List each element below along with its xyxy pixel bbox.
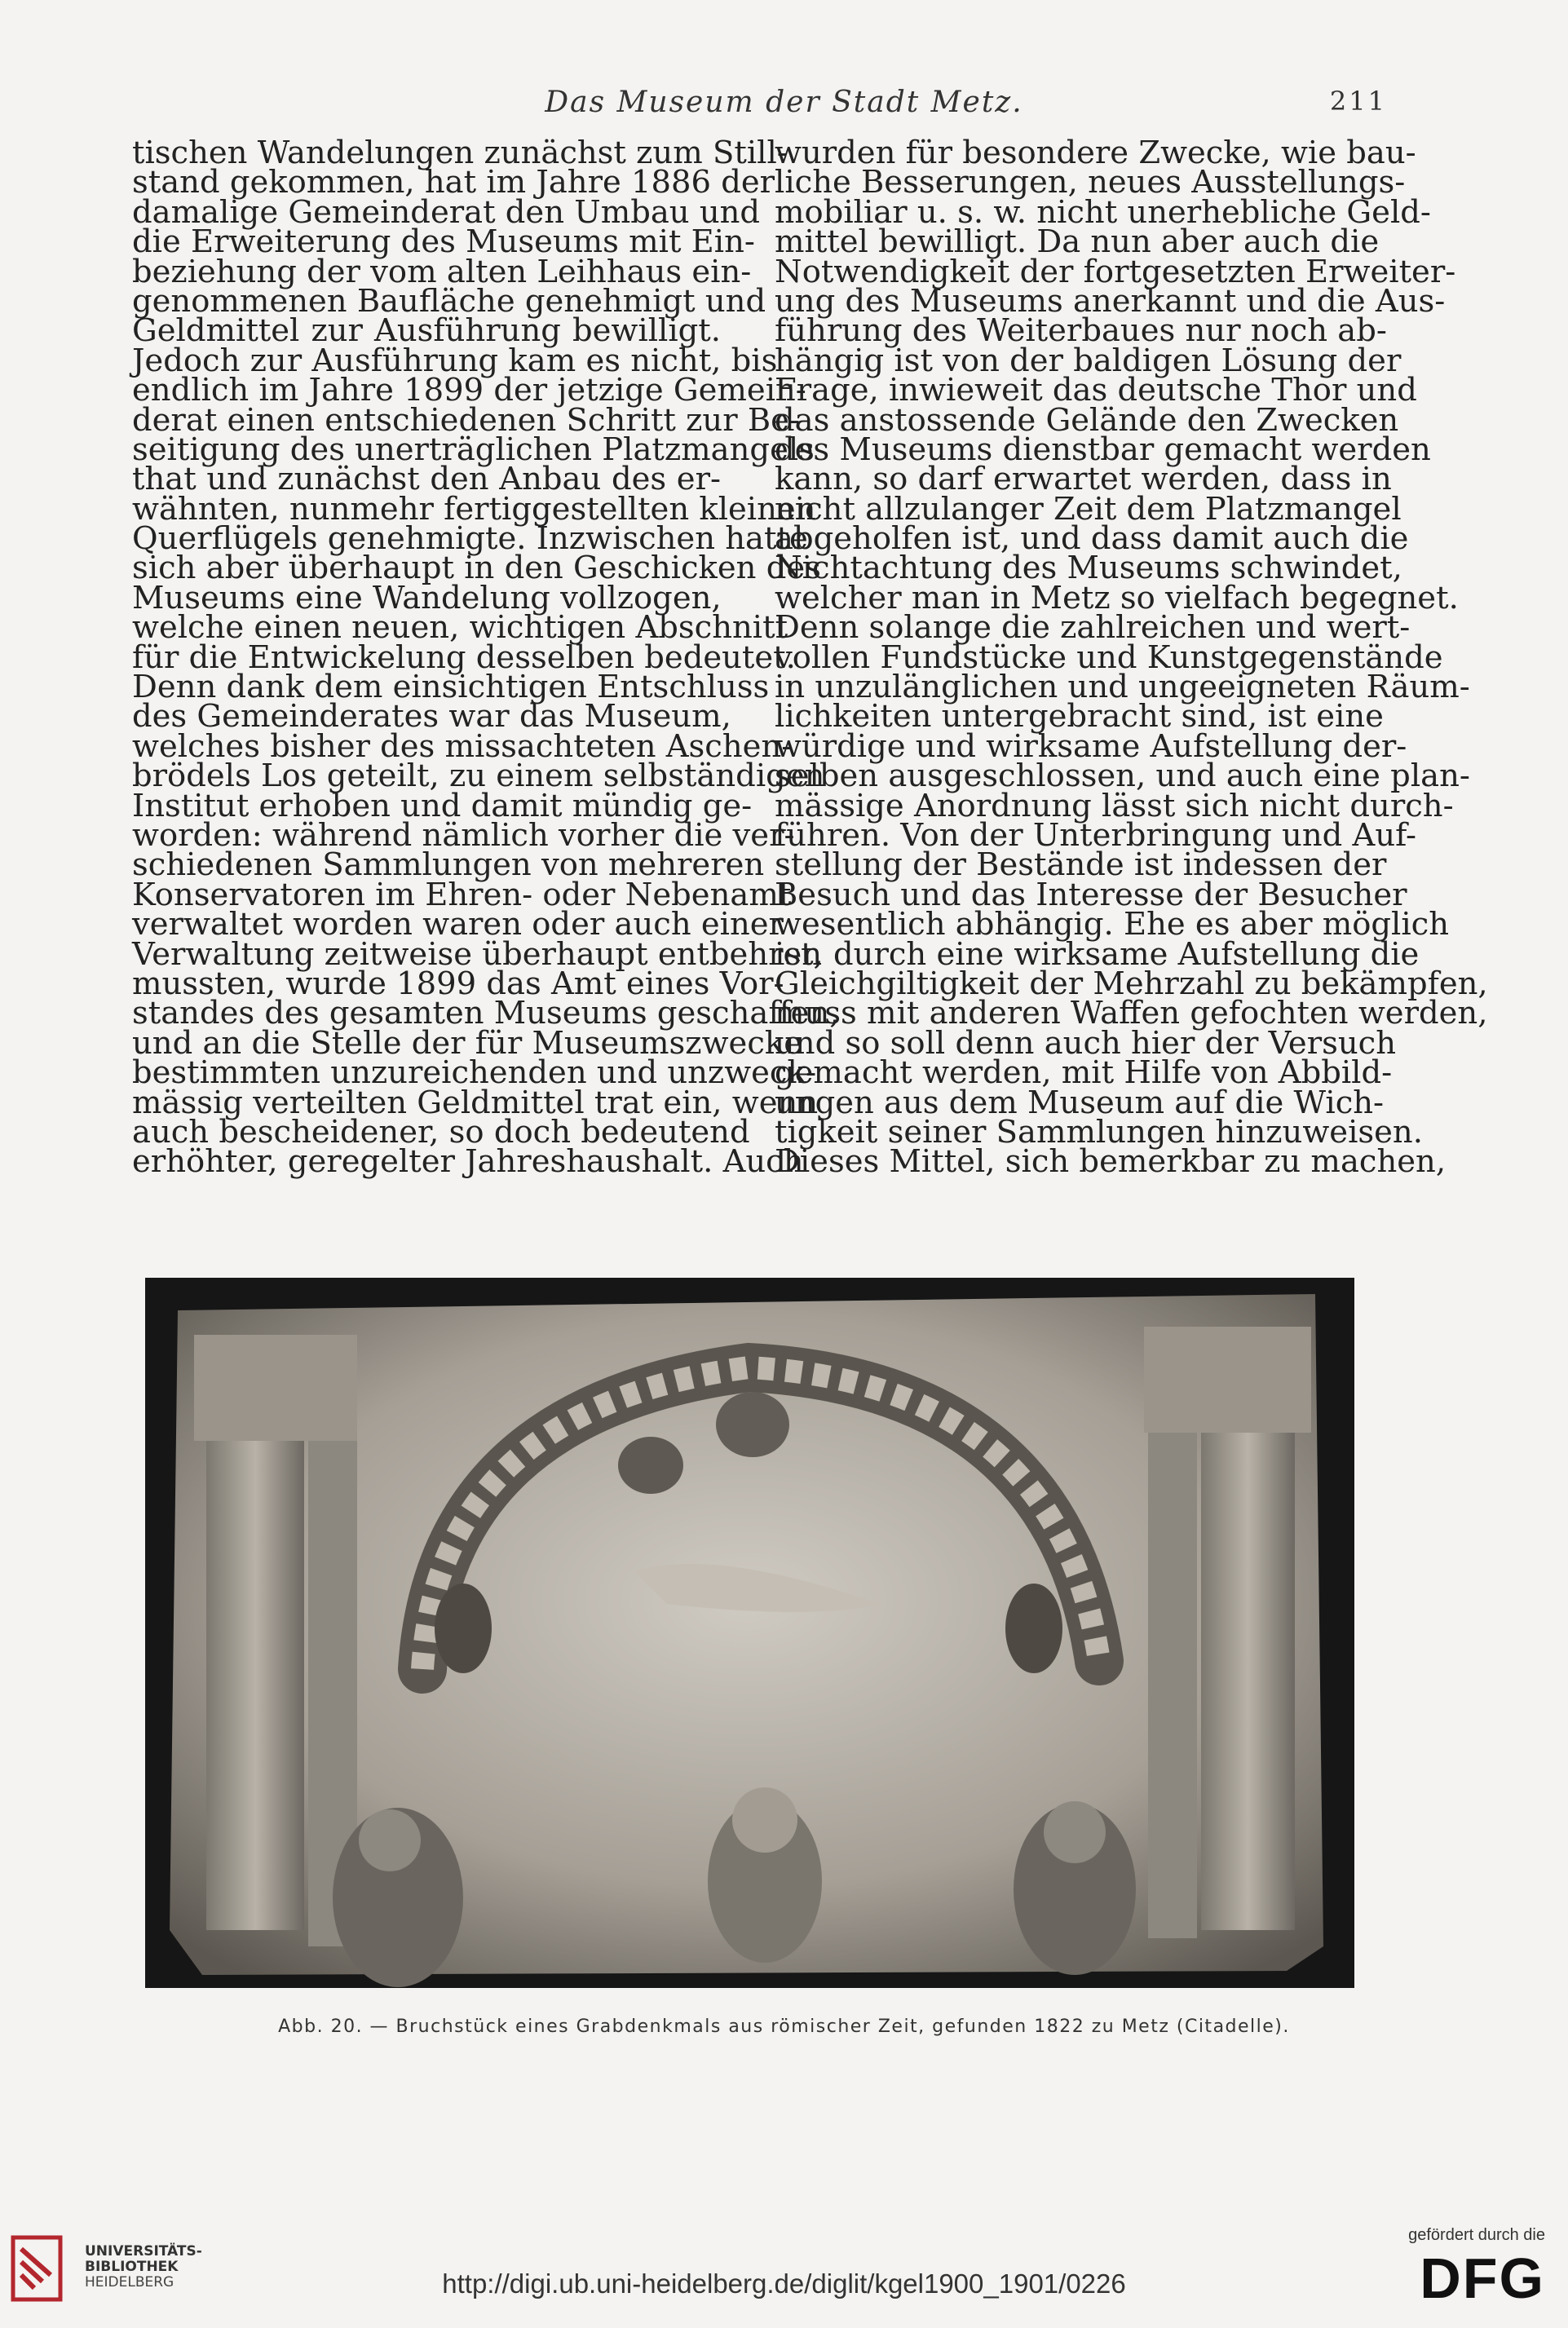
left-line: des Gemeinderates war das Museum, bbox=[132, 698, 731, 736]
right-line: mobiliar u. s. w. nicht unerhebliche Geld- bbox=[775, 193, 1431, 231]
sponsor-label: gefördert durch die bbox=[1408, 2226, 1545, 2244]
right-line: mittel bewilligt. Da nun aber auch die bbox=[775, 223, 1380, 261]
right-line: mässige Anordnung lässt sich nicht durch- bbox=[775, 787, 1454, 824]
figure-caption: Abb. 20. — Bruchstück eines Grabdenkmals aus römischer Zeit, gefunden 1822 zu Metz (Citadelle). bbox=[278, 2017, 1290, 2037]
right-line: tigkeit seiner Sammlungen hinzuweisen. bbox=[775, 1113, 1423, 1151]
right-line: lichkeiten untergebracht sind, ist eine bbox=[775, 698, 1384, 736]
right-line: muss mit anderen Waffen gefochten werden, bbox=[775, 995, 1488, 1032]
left-line: sich aber überhaupt in den Geschicken des bbox=[132, 550, 821, 587]
library-logo-line-3: HEIDELBERG bbox=[85, 2274, 174, 2290]
right-line: Besuch und das Interesse der Besucher bbox=[775, 876, 1407, 913]
right-line: Notwendigkeit der fortgesetzten Erweiter- bbox=[775, 253, 1456, 290]
library-logo-line-2: BIBLIOTHEK bbox=[85, 2259, 179, 2275]
right-line: hängig ist von der baldigen Lösung der bbox=[775, 342, 1402, 379]
right-line: liche Besserungen, neues Ausstellungs- bbox=[775, 164, 1406, 201]
left-line: worden: während nämlich vorher die ver- bbox=[132, 816, 795, 854]
right-line: Nichtachtung des Museums schwindet, bbox=[775, 550, 1402, 587]
sponsor-block bbox=[1366, 2226, 1545, 2316]
left-line: mussten, wurde 1899 das Amt eines Vor- bbox=[132, 965, 784, 1002]
left-line: Geldmittel zur Ausführung bewilligt. bbox=[132, 312, 721, 350]
right-line: führung des Weiterbaues nur noch ab- bbox=[775, 312, 1387, 350]
right-line: würdige und wirksame Aufstellung der- bbox=[775, 727, 1407, 765]
left-line: beziehung der vom alten Leihhaus ein- bbox=[132, 253, 752, 290]
left-line: bestimmten unzureichenden und unzweck- bbox=[132, 1054, 817, 1092]
right-line: Dieses Mittel, sich bemerkbar zu machen, bbox=[775, 1143, 1447, 1181]
left-line: endlich im Jahre 1899 der jetzige Gemein- bbox=[132, 372, 806, 409]
relief-image bbox=[145, 1278, 1354, 1988]
right-line: ung des Museums anerkannt und die Aus- bbox=[775, 282, 1446, 320]
right-line: gemacht werden, mit Hilfe von Abbild- bbox=[775, 1054, 1393, 1092]
left-line: brödels Los geteilt, zu einem selbständigen bbox=[132, 758, 825, 795]
right-line: ungen aus dem Museum auf die Wich- bbox=[775, 1084, 1385, 1121]
digitization-footer bbox=[0, 2202, 1568, 2328]
left-line: erhöhter, geregelter Jahreshaushalt. Auch bbox=[132, 1143, 804, 1181]
right-line: kann, so darf erwartet werden, dass in bbox=[775, 461, 1392, 498]
right-line: stellung der Bestände ist indessen der bbox=[775, 846, 1387, 884]
right-line: führen. Von der Unterbringung und Auf- bbox=[775, 816, 1416, 854]
right-line: Gleichgiltigkeit der Mehrzahl zu bekämpfen, bbox=[775, 965, 1488, 1002]
right-line: ist, durch eine wirksame Aufstellung die bbox=[775, 935, 1420, 973]
left-line: Jedoch zur Ausführung kam es nicht, bis bbox=[132, 342, 778, 379]
right-line: welcher man in Metz so vielfach begegnet. bbox=[775, 579, 1459, 616]
right-line: abgeholfen ist, und dass damit auch die bbox=[775, 520, 1409, 558]
page-number: 211 bbox=[1329, 86, 1387, 117]
permalink-url[interactable]: http://digi.ub.uni-heidelberg.de/diglit/kgel1900_1901/0226 bbox=[442, 2268, 1126, 2299]
left-line: welche einen neuen, wichtigen Abschnitt bbox=[132, 609, 788, 647]
right-line: das anstossende Gelände den Zwecken bbox=[775, 401, 1399, 439]
left-line: tischen Wandelungen zunächst zum Still- bbox=[132, 135, 788, 171]
left-line: that und zunächst den Anbau des er- bbox=[132, 461, 721, 498]
right-line: Frage, inwieweit das deutsche Thor und bbox=[775, 372, 1417, 409]
right-line: wesentlich abhängig. Ehe es aber möglich bbox=[775, 906, 1450, 943]
right-line: Denn solange die zahlreichen und wert- bbox=[775, 609, 1411, 647]
relief-photograph bbox=[145, 1278, 1354, 1988]
right-line: und so soll denn auch hier der Versuch bbox=[775, 1024, 1397, 1062]
left-line: Denn dank dem einsichtigen Entschluss bbox=[132, 669, 770, 706]
left-line: welches bisher des missachteten Aschen- bbox=[132, 727, 793, 765]
dfg-logo[interactable]: DFG bbox=[1420, 2246, 1545, 2310]
left-line: schiedenen Sammlungen von mehreren bbox=[132, 846, 765, 884]
left-line: wähnten, nunmehr fertiggestellten kleinen bbox=[132, 490, 816, 528]
left-line: verwaltet worden waren oder auch einer bbox=[132, 906, 784, 943]
left-line: Verwaltung zeitweise überhaupt entbehren bbox=[132, 935, 823, 973]
left-line: auch bescheidener, so doch bedeutend bbox=[132, 1113, 750, 1151]
left-line: damalige Gemeinderat den Umbau und bbox=[132, 193, 761, 231]
right-line: nicht allzulanger Zeit dem Platzmangel bbox=[775, 490, 1402, 528]
left-line: mässig verteilten Geldmittel trat ein, wenn bbox=[132, 1084, 819, 1121]
page-header bbox=[0, 86, 1568, 126]
left-text-column bbox=[132, 135, 840, 1244]
left-line: Konservatoren im Ehren- oder Nebenamt bbox=[132, 876, 792, 913]
left-line: Querflügels genehmigte. Inzwischen hatte bbox=[132, 520, 808, 558]
right-line: wurden für besondere Zwecke, wie bau- bbox=[775, 135, 1416, 171]
right-line: in unzulänglichen und ungeeigneten Räum- bbox=[775, 669, 1470, 706]
left-line: stand gekommen, hat im Jahre 1886 der bbox=[132, 164, 775, 201]
running-title: Das Museum der Stadt Metz. bbox=[545, 86, 1023, 119]
right-line: vollen Fundstücke und Kunstgegenstände bbox=[775, 638, 1443, 676]
left-line: Museums eine Wandelung vollzogen, bbox=[132, 579, 722, 616]
right-line: selben ausgeschlossen, und auch eine plan- bbox=[775, 758, 1470, 795]
library-logo-line-1: UNIVERSITÄTS- bbox=[85, 2243, 202, 2260]
left-line: die Erweiterung des Museums mit Ein- bbox=[132, 223, 755, 261]
right-text-column bbox=[775, 135, 1488, 1244]
left-line: genommenen Baufläche genehmigt und bbox=[132, 282, 766, 320]
left-line: standes des gesamten Museums geschaffen, bbox=[132, 995, 840, 1032]
left-line: Institut erhoben und damit mündig ge- bbox=[132, 787, 753, 824]
left-line: derat einen entschiedenen Schritt zur Be- bbox=[132, 401, 800, 439]
left-line: für die Entwickelung desselben bedeutet. bbox=[132, 638, 796, 676]
left-line: seitigung des unerträglichen Platzmangels bbox=[132, 431, 815, 468]
right-line: des Museums dienstbar gemacht werden bbox=[775, 431, 1431, 468]
left-line: und an die Stelle der für Museumszwecke bbox=[132, 1024, 802, 1062]
